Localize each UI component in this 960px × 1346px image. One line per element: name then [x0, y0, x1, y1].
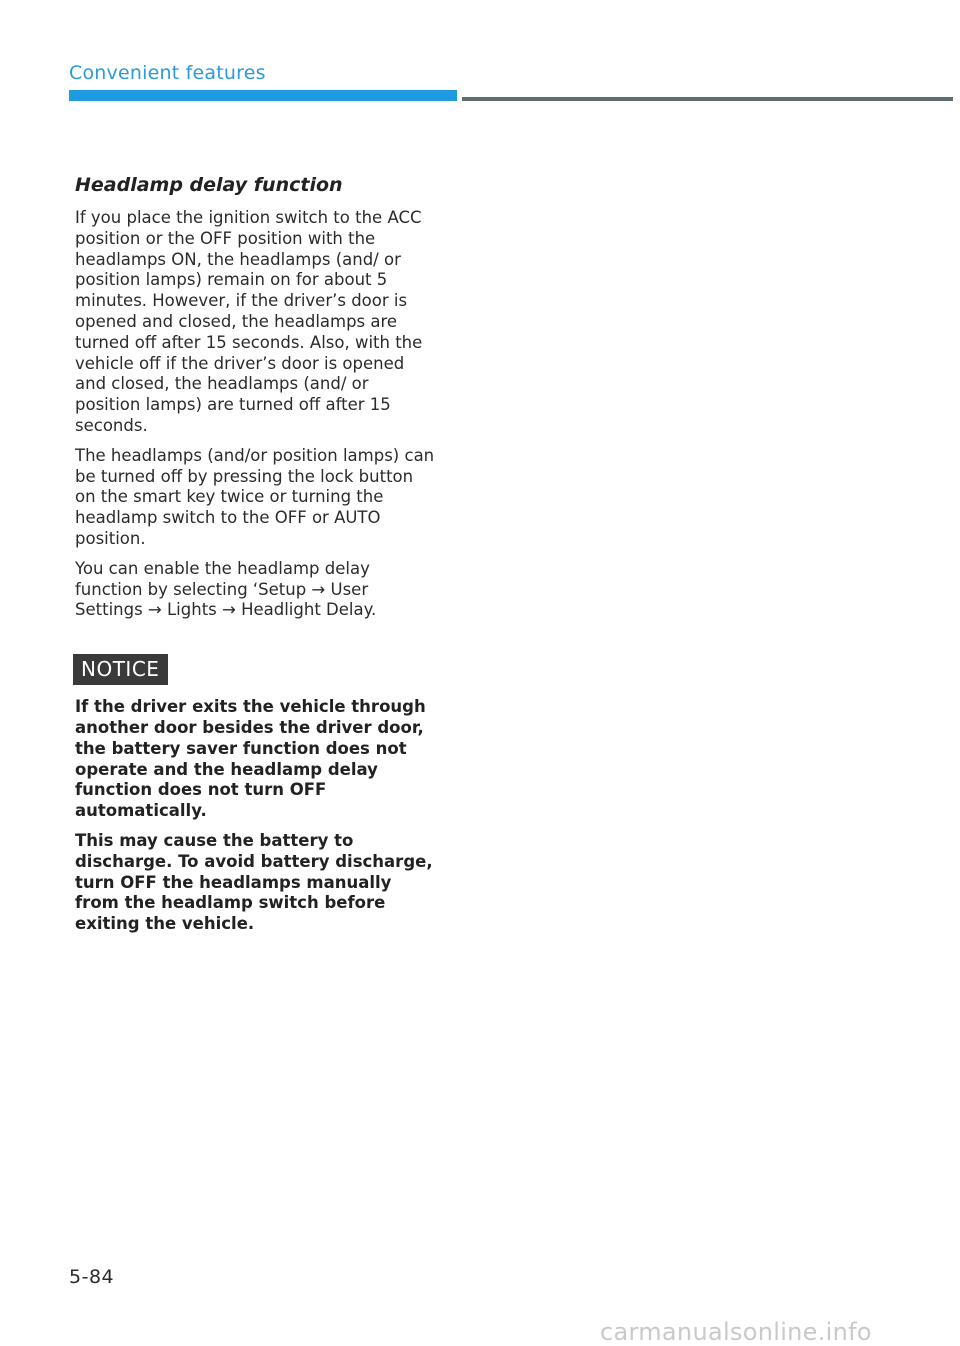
body-paragraph: You can enable the headlamp delay function by selecting ‘Setup → User Settings → Lights → Headlight Delay. [75, 558, 377, 620]
section-title: Convenient features [69, 62, 266, 84]
page-number: 5-84 [69, 1266, 115, 1288]
header-divider-rule [462, 97, 953, 101]
notice-label: NOTICE [73, 654, 168, 685]
main-content [75, 172, 437, 944]
watermark: carmanualsonline.info [600, 1318, 872, 1346]
notice-paragraph: This may cause the battery to discharge. To avoid battery discharge, turn OFF the headlamps manually from the headlamp switch before exiting the vehicle. [75, 830, 433, 934]
section-heading: Headlamp delay function [75, 174, 343, 196]
header-accent-rule [69, 90, 457, 101]
body-paragraph: If you place the ignition switch to the ACC position or the OFF position with the headlamps ON, the headlamps (and/ or position lamps) remain on for about 5 minutes. However, if the driver’s door is opened and closed, the headlamps are turned off after 15 seconds. Also, with the vehicle off if the driver’s door is opened and closed, the headlamps (and/ or position lamps) are turned off after 15 seconds. [75, 208, 423, 435]
notice-paragraph: If the driver exits the vehicle through another door besides the driver door, the battery saver function does not operate and the headlamp delay function does not turn OFF automatically. [75, 697, 426, 821]
body-paragraph: The headlamps (and/or position lamps) can be turned off by pressing the lock button on the smart key twice or turning the headlamp switch to the OFF or AUTO position. [75, 445, 435, 548]
